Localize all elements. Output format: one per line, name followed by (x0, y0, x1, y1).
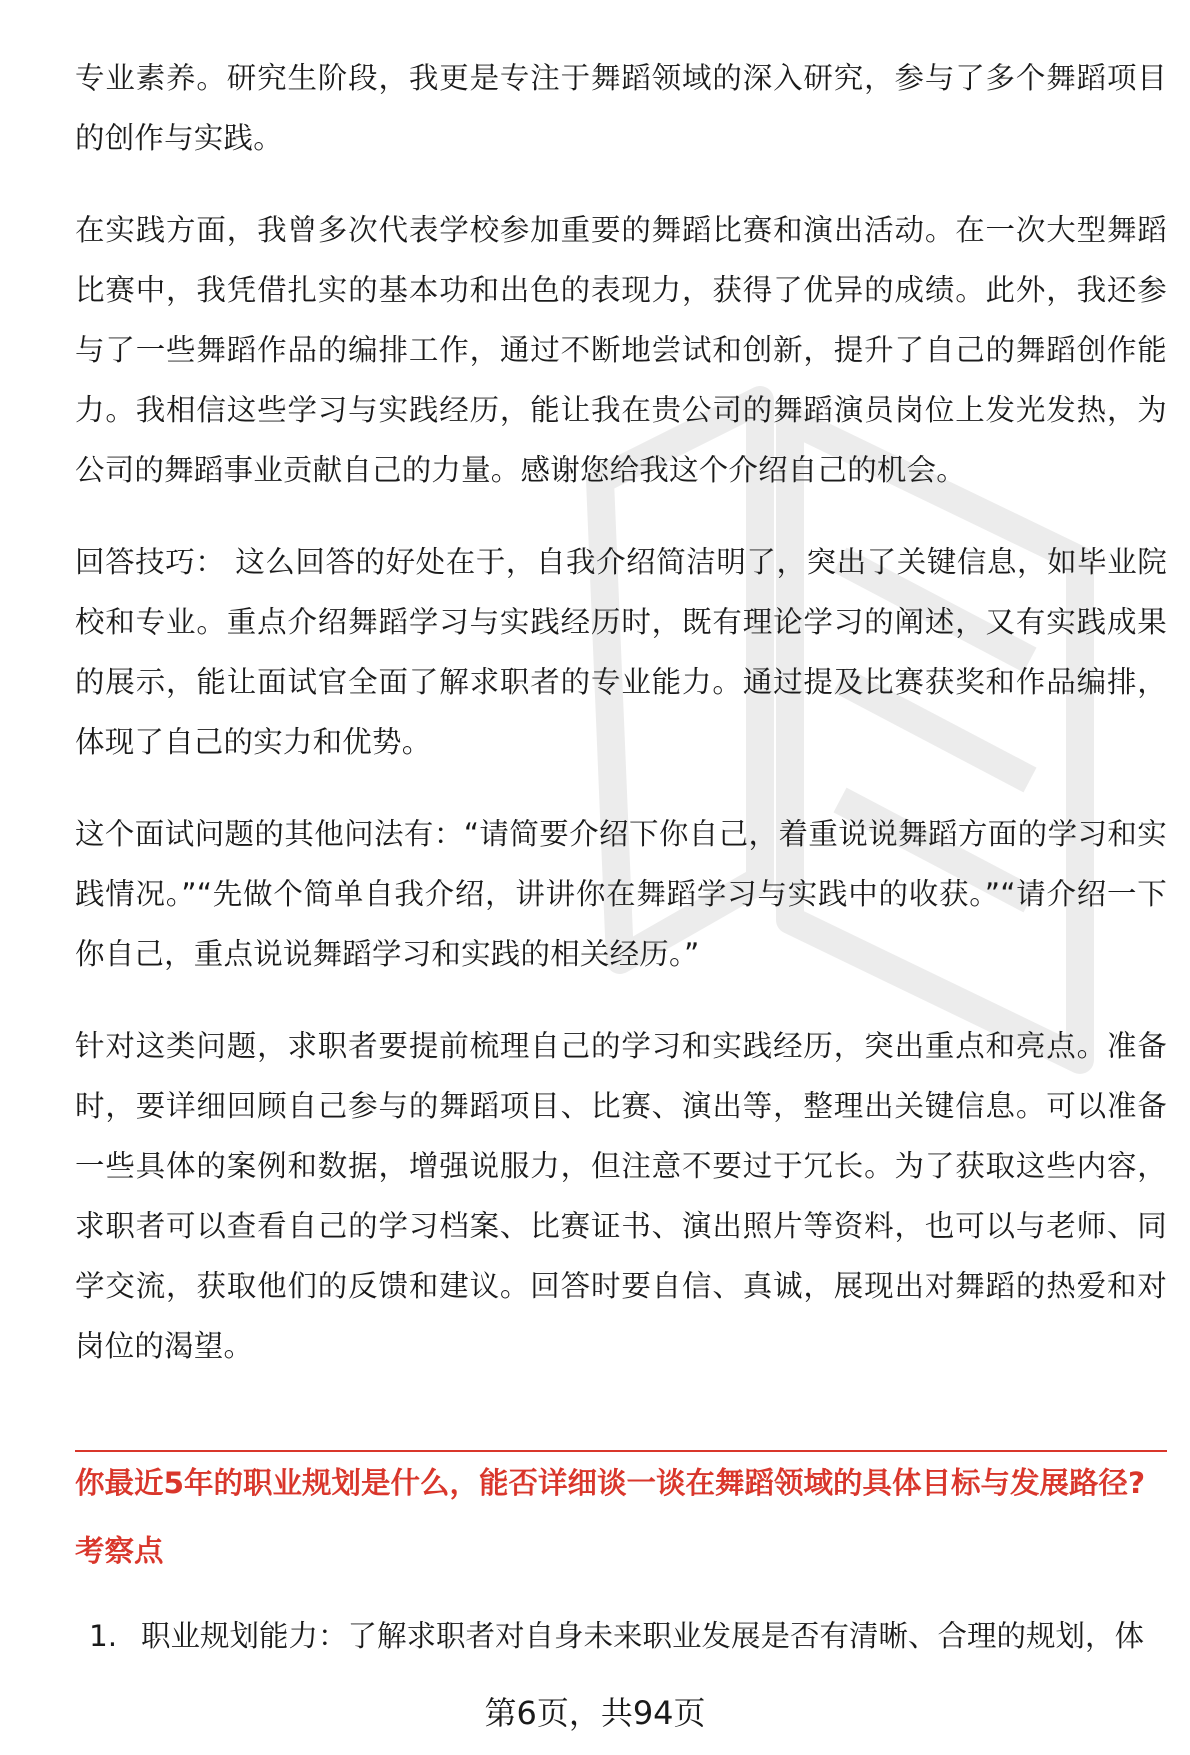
page-footer: 第6页，共94页 (484, 1694, 706, 1732)
paragraph-2: 在实践方面，我曾多次代表学校参加重要的舞蹈比赛和演出活动。在一次大型舞蹈比赛中，我凭借扎实的基本功和出色的表现力，获得了优异的成绩。此外，我还参与了一些舞蹈作品的编排工作，通过不断地尝试和创新，提升了自己的舞蹈创作能力。我相信这些学习与实践经历，能让我在贵公司的舞蹈演员岗位上发光发热，为公司的舞蹈事业贡献自己的力量。感谢您给我这个介绍自己的机会。 (75, 213, 1167, 487)
document-body (75, 48, 1167, 1666)
section-title: 考察点 (75, 1534, 164, 1568)
section-divider (75, 1450, 1167, 1452)
paragraph-1: 专业素养。研究生阶段，我更是专注于舞蹈领域的深入研究，参与了多个舞蹈项目的创作与实践。 (75, 61, 1167, 155)
list-item-number: 1. (89, 1619, 118, 1653)
paragraph-4: 这个面试问题的其他问法有：“请简要介绍下你自己，着重说说舞蹈方面的学习和实践情况。”“先做个简单自我介绍，讲讲你在舞蹈学习与实践中的收获。”“请介绍一下你自己，重点说说舞蹈学习和实践的相关经历。” (75, 817, 1167, 971)
question-heading: 你最近5年的职业规划是什么，能否详细谈一谈在舞蹈领域的具体目标与发展路径? (75, 1466, 1146, 1500)
paragraph-5: 针对这类问题，求职者要提前梳理自己的学习和实践经历，突出重点和亮点。准备时，要详细回顾自己参与的舞蹈项目、比赛、演出等，整理出关键信息。可以准备一些具体的案例和数据，增强说服力，但注意不要过于冗长。为了获取这些内容，求职者可以查看自己的学习档案、比赛证书、演出照片等资料，也可以与老师、同学交流，获取他们的反馈和建议。回答时要自信、真诚，展现出对舞蹈的热爱和对岗位的渴望。 (75, 1029, 1167, 1363)
list-item (89, 1606, 1167, 1666)
list-item-text: 职业规划能力：了解求职者对自身未来职业发展是否有清晰、合理的规划，体 (141, 1619, 1145, 1653)
paragraph-3: 回答技巧： 这么回答的好处在于，自我介绍简洁明了，突出了关键信息，如毕业院校和专业。重点介绍舞蹈学习与实践经历时，既有理论学习的阐述，又有实践成果的展示，能让面试官全面了解求职者的专业能力。通过提及比赛获奖和作品编排，体现了自己的实力和优势。 (75, 545, 1167, 759)
criteria-list (75, 1606, 1167, 1666)
